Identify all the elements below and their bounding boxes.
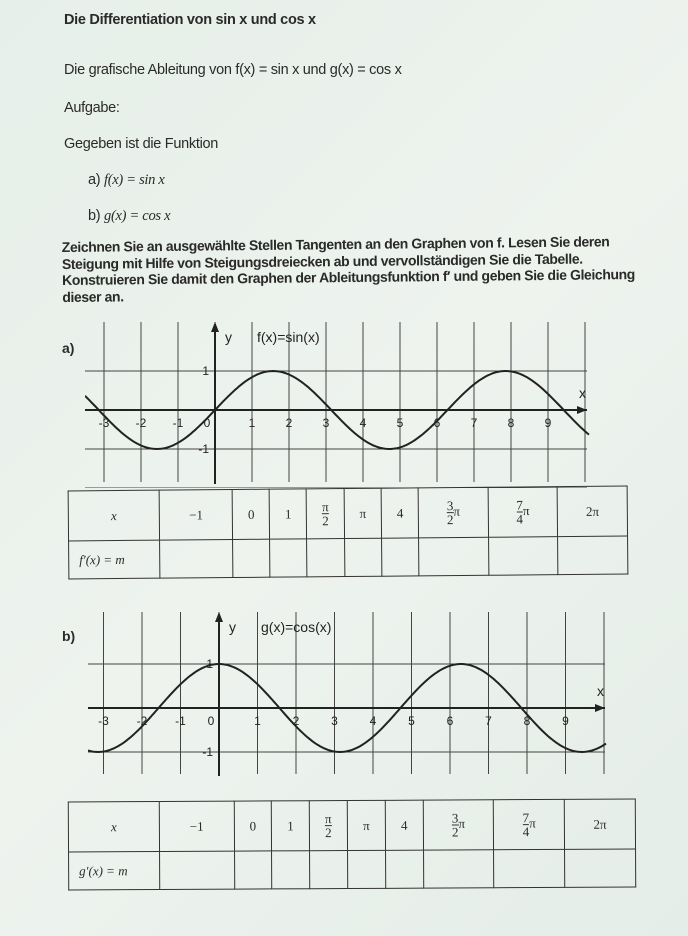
y-axis-label: y	[229, 619, 236, 635]
x-tick-label: 1	[254, 714, 261, 728]
x-tick-label: 0	[203, 416, 211, 430]
table-answer-cell[interactable]	[160, 540, 234, 579]
table-a	[68, 486, 629, 580]
table-x-value: 2π	[558, 486, 628, 537]
table-answer-cell[interactable]	[423, 850, 494, 888]
table-answer-cell[interactable]	[382, 538, 419, 576]
table-x-value	[423, 800, 494, 850]
y-tick-label: 1	[202, 364, 209, 378]
y-tick-label: -1	[202, 745, 213, 759]
x-tick-label: 0	[207, 714, 215, 728]
table-answer-cell[interactable]	[272, 851, 310, 889]
table-x-value: 1	[269, 489, 306, 539]
x-tick-label: 5	[408, 714, 415, 728]
table-b	[68, 799, 636, 891]
x-tick-label: 2	[285, 416, 293, 430]
x-tick-label: 5	[396, 416, 404, 430]
graph-b-part: b)	[62, 628, 76, 644]
table-x-value: π	[347, 800, 385, 850]
y-tick-label: 1	[206, 657, 213, 671]
table-x-value	[307, 489, 345, 539]
table-answer-cell[interactable]	[233, 539, 270, 577]
table-x-value: −1	[159, 490, 233, 541]
table-answer-cell[interactable]	[309, 851, 347, 889]
suffix: π	[453, 503, 461, 519]
table-row-label: g′(x) = m	[69, 852, 160, 890]
x-tick-label: 4	[359, 416, 367, 430]
x-axis-label: x	[579, 385, 586, 401]
suffix: π	[529, 815, 536, 831]
table-x-value: 0	[234, 801, 272, 851]
x-tick-label: 7	[470, 416, 478, 430]
item-a-expr: f(x) = sin x	[104, 172, 165, 188]
x-tick-label: 6	[446, 714, 454, 728]
table-header-x: x	[68, 490, 159, 541]
table-x-value	[488, 487, 558, 538]
numerator: 7	[516, 497, 523, 513]
x-tick-label: 3	[322, 416, 330, 430]
graph-a-sin	[85, 318, 595, 488]
x-tick-label: 8	[523, 714, 531, 728]
fraction	[325, 812, 332, 839]
item-b	[88, 208, 170, 225]
subtitle: Die grafische Ableitung von f(x) = sin x und g(x) = cos x	[64, 62, 402, 78]
x-tick-label: -2	[136, 714, 148, 728]
table-answer-cell[interactable]	[307, 539, 345, 577]
graph-a-part: a)	[62, 340, 75, 356]
table-answer-cell[interactable]	[494, 849, 565, 887]
suffix: π	[522, 502, 530, 518]
x-tick-label: -3	[98, 714, 109, 728]
fraction	[322, 500, 329, 527]
y-axis-label: y	[225, 329, 232, 345]
x-tick-label: 1	[248, 416, 256, 430]
table-x-value	[494, 799, 565, 849]
numerator: 7	[522, 810, 530, 826]
table-answer-cell[interactable]	[344, 538, 382, 576]
table-x-value: 0	[232, 489, 269, 539]
x-tick-label: 9	[544, 416, 552, 430]
table-answer-cell[interactable]	[419, 537, 489, 576]
table-answer-cell[interactable]	[348, 850, 386, 888]
denominator: 2	[325, 825, 332, 841]
page-title: Die Differentiation von sin x und cos x	[64, 12, 316, 28]
item-a	[88, 172, 165, 189]
item-b-expr: g(x) = cos x	[104, 208, 171, 224]
table-x-value: −1	[159, 801, 234, 851]
denominator: 2	[446, 512, 454, 528]
denominator: 4	[522, 824, 530, 840]
numerator: π	[322, 499, 329, 515]
table-answer-cell[interactable]	[270, 539, 307, 577]
instructions: Zeichnen Sie an ausgewählte Stellen Tangenten an den Graphen von f. Lesen Sie deren Steigung mit Hilfe von Steigungsdreiecken ab und vervollständigen Sie die Tabelle. Konstruieren Sie damit den Graphen der Ableitungsfunktion f′ und geben Sie die Gleichung dieser an.	[61, 233, 635, 305]
table-x-value: 4	[385, 800, 423, 850]
item-a-label: a)	[88, 172, 101, 188]
y-axis-arrow	[215, 612, 223, 622]
suffix: π	[458, 815, 466, 831]
x-tick-label: -1	[172, 416, 184, 430]
table-answer-cell[interactable]	[234, 851, 272, 889]
table-value-row	[69, 536, 628, 579]
table-x-value: 2π	[564, 799, 635, 849]
x-tick-label: 6	[433, 416, 441, 430]
table-answer-cell[interactable]	[488, 537, 558, 576]
table-x-value: 1	[272, 801, 310, 851]
function-label: f(x)=sin(x)	[257, 329, 320, 345]
table-x-value: 4	[381, 488, 418, 538]
function-label: g(x)=cos(x)	[261, 619, 332, 635]
x-tick-label: 2	[292, 714, 300, 728]
table-row-label: f′(x) = m	[69, 540, 160, 579]
table-value-row	[69, 849, 636, 890]
table-answer-cell[interactable]	[558, 536, 628, 575]
task-heading: Aufgabe:	[64, 100, 120, 116]
numerator: π	[324, 811, 332, 827]
denominator: 4	[516, 511, 524, 527]
denominator: 2	[451, 824, 459, 840]
item-b-label: b)	[88, 208, 101, 224]
given-text: Gegeben ist die Funktion	[64, 136, 219, 152]
x-axis-label: x	[597, 683, 604, 699]
x-tick-label: 3	[331, 714, 338, 728]
x-tick-label: 9	[562, 714, 569, 728]
x-tick-label: -2	[135, 416, 147, 430]
table-answer-cell[interactable]	[386, 850, 424, 888]
table-answer-cell[interactable]	[160, 851, 235, 889]
table-answer-cell[interactable]	[565, 849, 636, 887]
x-tick-label: 4	[369, 714, 377, 728]
table-header-row	[68, 799, 635, 852]
table-x-value	[418, 487, 488, 538]
graph-b-cos	[88, 608, 613, 780]
x-tick-label: -3	[98, 416, 110, 430]
y-tick-label: -1	[198, 442, 209, 456]
x-tick-label: 7	[485, 714, 492, 728]
y-axis-arrow	[211, 322, 219, 332]
numerator: 3	[446, 498, 454, 514]
table-x-value: π	[344, 488, 382, 538]
denominator: 2	[322, 513, 329, 529]
numerator: 3	[451, 810, 459, 826]
table-header-row	[68, 486, 627, 541]
x-tick-label: 8	[507, 416, 515, 430]
x-tick-label: -1	[175, 714, 186, 728]
table-header-x: x	[68, 802, 159, 852]
table-x-value	[309, 801, 347, 851]
